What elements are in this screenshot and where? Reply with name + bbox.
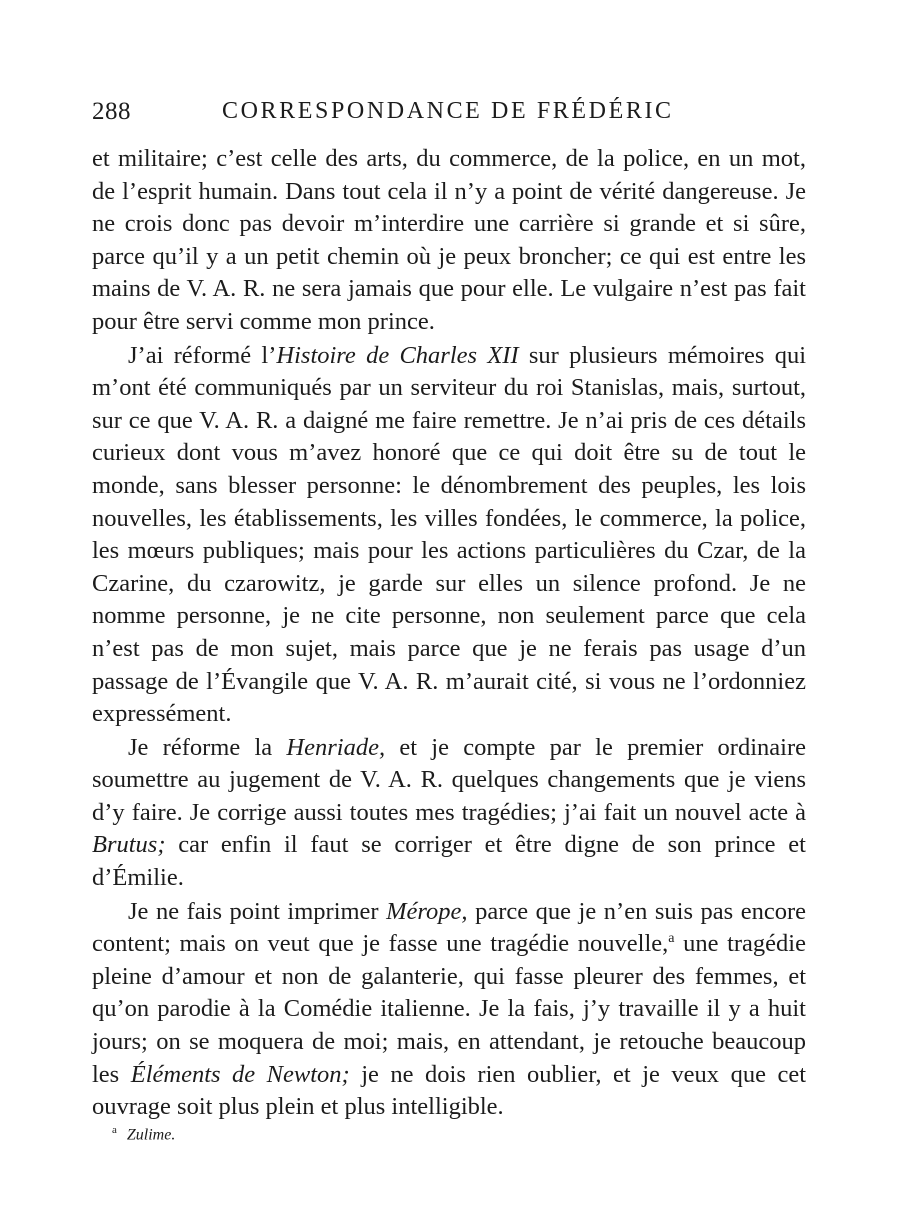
book-title-brutus: Brutus;	[92, 831, 166, 859]
paragraph-3	[92, 732, 806, 895]
text-run: et je compte par le premier ordinaire soumettre au jugement de V. A. R. quelques changements que je viens d’y faire. Je corrige aussi toutes mes tragédies; j’ai fait un nouvel acte à	[92, 733, 806, 826]
book-title-charles-xii: Histoire de Charles XII	[276, 341, 519, 369]
text-run: sur plusieurs mémoires qui m’ont été communiqués par un serviteur du roi Stanislas, mais, surtout, sur ce que V. A. R. a daigné me faire remettre. Je n’ai pris de ces détails curieux dont vous m’avez honoré que ce qui doit être su de tout le monde, sans blesser personne: le dénombrement des peuples, les lois nouvelles, les établissements, les villes fondées, le commerce, la police, les mœurs publiques; mais pour les actions particulières du Czar, de la Czarine, du czarowitz, je garde sur elles un silence profond. Je ne nomme personne, je ne cite personne, non seulement parce que cela n’est pas de mon sujet, mais parce que je ne ferais pas usage d’un passage de l’Évangile que V. A. R. m’aurait cité, si vous ne l’ordonniez expressément.	[92, 341, 806, 728]
footnote-reference: a	[668, 931, 675, 947]
book-title-merope: Mérope,	[386, 897, 468, 925]
footnote-text: Zulime.	[126, 1126, 176, 1144]
running-title: CORRESPONDANCE DE FRÉDÉRIC	[222, 98, 674, 124]
text-run: Je réforme la	[128, 733, 287, 761]
text-run: J’ai réformé l’	[128, 341, 277, 369]
text-run: Je ne fais point imprimer	[128, 897, 387, 925]
text-run: et militaire; c’est celle des arts, du commerce, de la police, en un mot, de l’esprit humain. Dans tout cela il n’y a point de vérité dangereuse. Je ne crois donc pas devoir m’interdire une carrière si grande et si sûre, parce qu’il y a un petit chemin où je peux broncher; ce qui est entre les mains de V. A. R. ne sera jamais que pour elle. Le vulgaire n’est pas fait pour être servi comme mon prince.	[92, 145, 806, 335]
text-run: car enfin il faut se corriger et être digne de son prince et d’Émilie.	[92, 831, 806, 892]
book-title-elements-newton: Éléments de Newton;	[130, 1060, 350, 1088]
body-text	[92, 143, 806, 1124]
text-run: une tragédie pleine d’amour et non de galanterie, qui fasse pleurer des femmes, et qu’on parodie à la Comédie italienne. Je la fais, j’y travaille il y a huit jours; on se moquera de moi; mais, en attendant, je retouche beaucoup les	[92, 930, 806, 1088]
paragraph-4	[92, 896, 806, 1124]
text-run: je ne dois rien oublier, et je veux que cet ouvrage soit plus plein et plus intelligible.	[92, 1060, 807, 1121]
paragraph-2	[92, 340, 806, 731]
paragraph-1	[92, 143, 806, 339]
book-title-henriade: Henriade,	[286, 733, 386, 761]
footnote-marker: a	[112, 1124, 117, 1136]
footnote	[112, 1124, 175, 1144]
page-number: 288	[92, 98, 131, 125]
page-header	[92, 98, 812, 134]
text-run: parce que je n’en suis pas encore content; mais on veut que je fasse une tragédie nouvelle,	[92, 897, 806, 958]
